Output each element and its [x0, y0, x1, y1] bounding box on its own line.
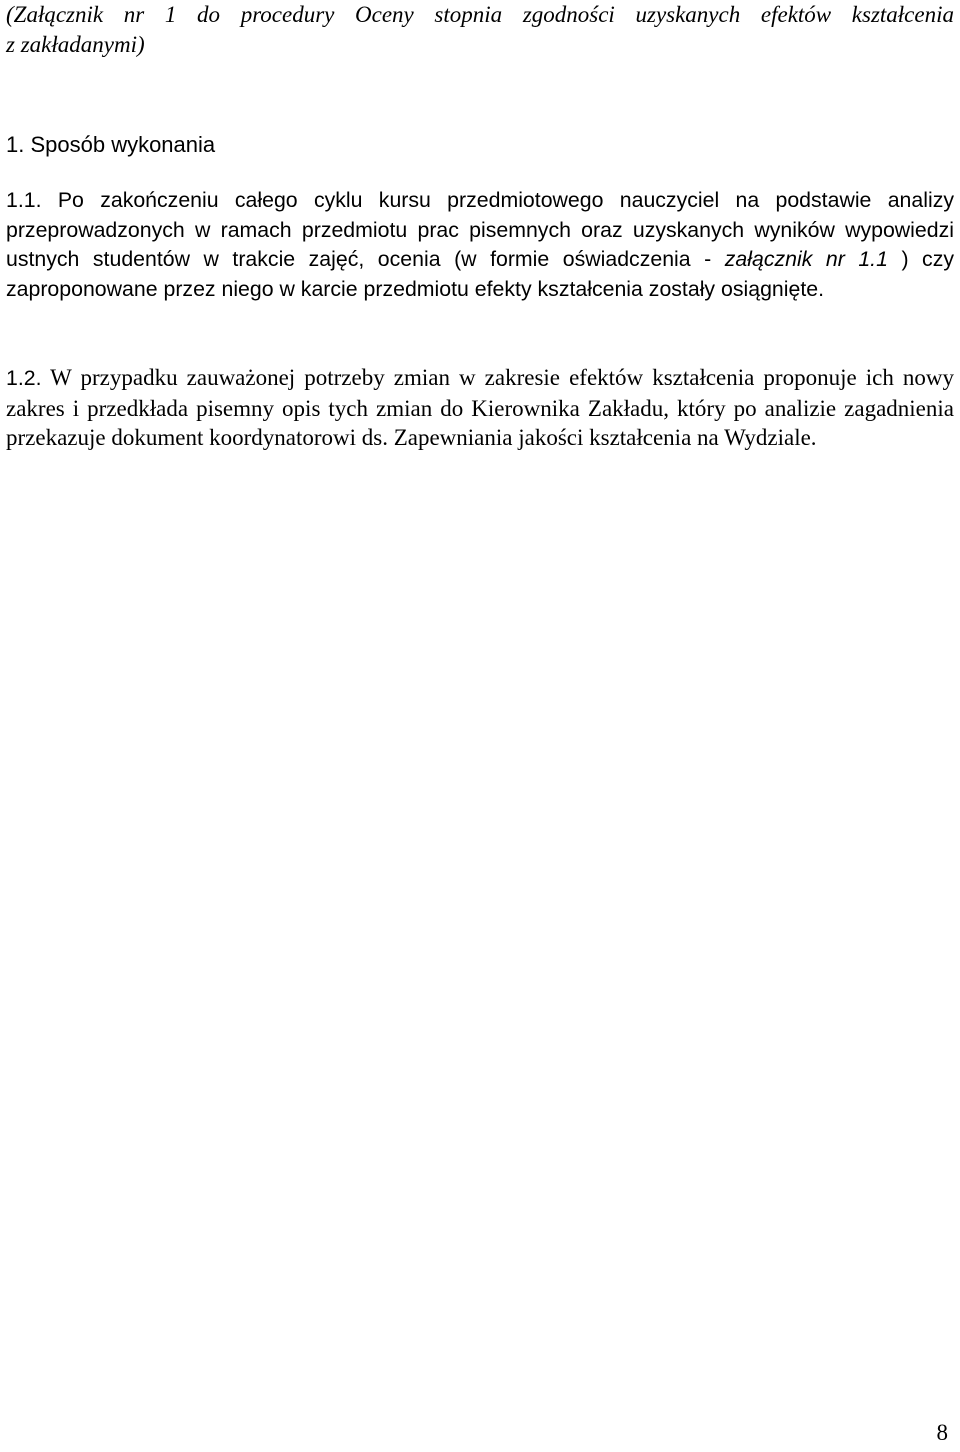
paragraph-text: Po zakończeniu całego cyklu kursu przedmiotowego nauczyciel na podstawie analizy przeprowadzonych w ramach przedmiotu prac pisemnych oraz uzyskanych wyników wypowiedzi ustnych studentów w trakcie zajęć, ocenia (w formie oświadczenia - — [6, 188, 954, 272]
page-number: 8 — [936, 1420, 948, 1445]
paragraph-1-2 — [6, 363, 954, 453]
attachment-header-line-1: (Załącznik nr 1 do procedury Oceny stopnia zgodności uzyskanych efektów kształcenia — [6, 2, 954, 27]
paragraph-1-1 — [6, 186, 954, 304]
paragraph-text: W przypadku zauważonej potrzeby zmian w zakresie efektów kształcenia proponuje ich nowy zakres i przedkłada pisemny opis tych zmian do Kierownika Zakładu, który po analizie zagadnienia przekazuje dokument koordynatorowi ds. Zapewniania jakości kształcenia na Wydziale. — [6, 365, 954, 451]
attachment-header — [6, 0, 954, 60]
section-title: 1. Sposób wykonania — [6, 132, 216, 157]
paragraph-number: 1.2. — [6, 366, 42, 390]
attachment-reference: załącznik nr 1.1 — [724, 247, 888, 272]
document-page — [6, 0, 954, 1452]
attachment-header-line-2: z zakładanymi) — [6, 32, 145, 57]
paragraph-text-continued: ) czy zaproponowane przez niego w karcie przedmiotu efekty kształcenia zostały osiągnięte. — [6, 247, 954, 301]
paragraph-number: 1.1. — [6, 188, 42, 212]
